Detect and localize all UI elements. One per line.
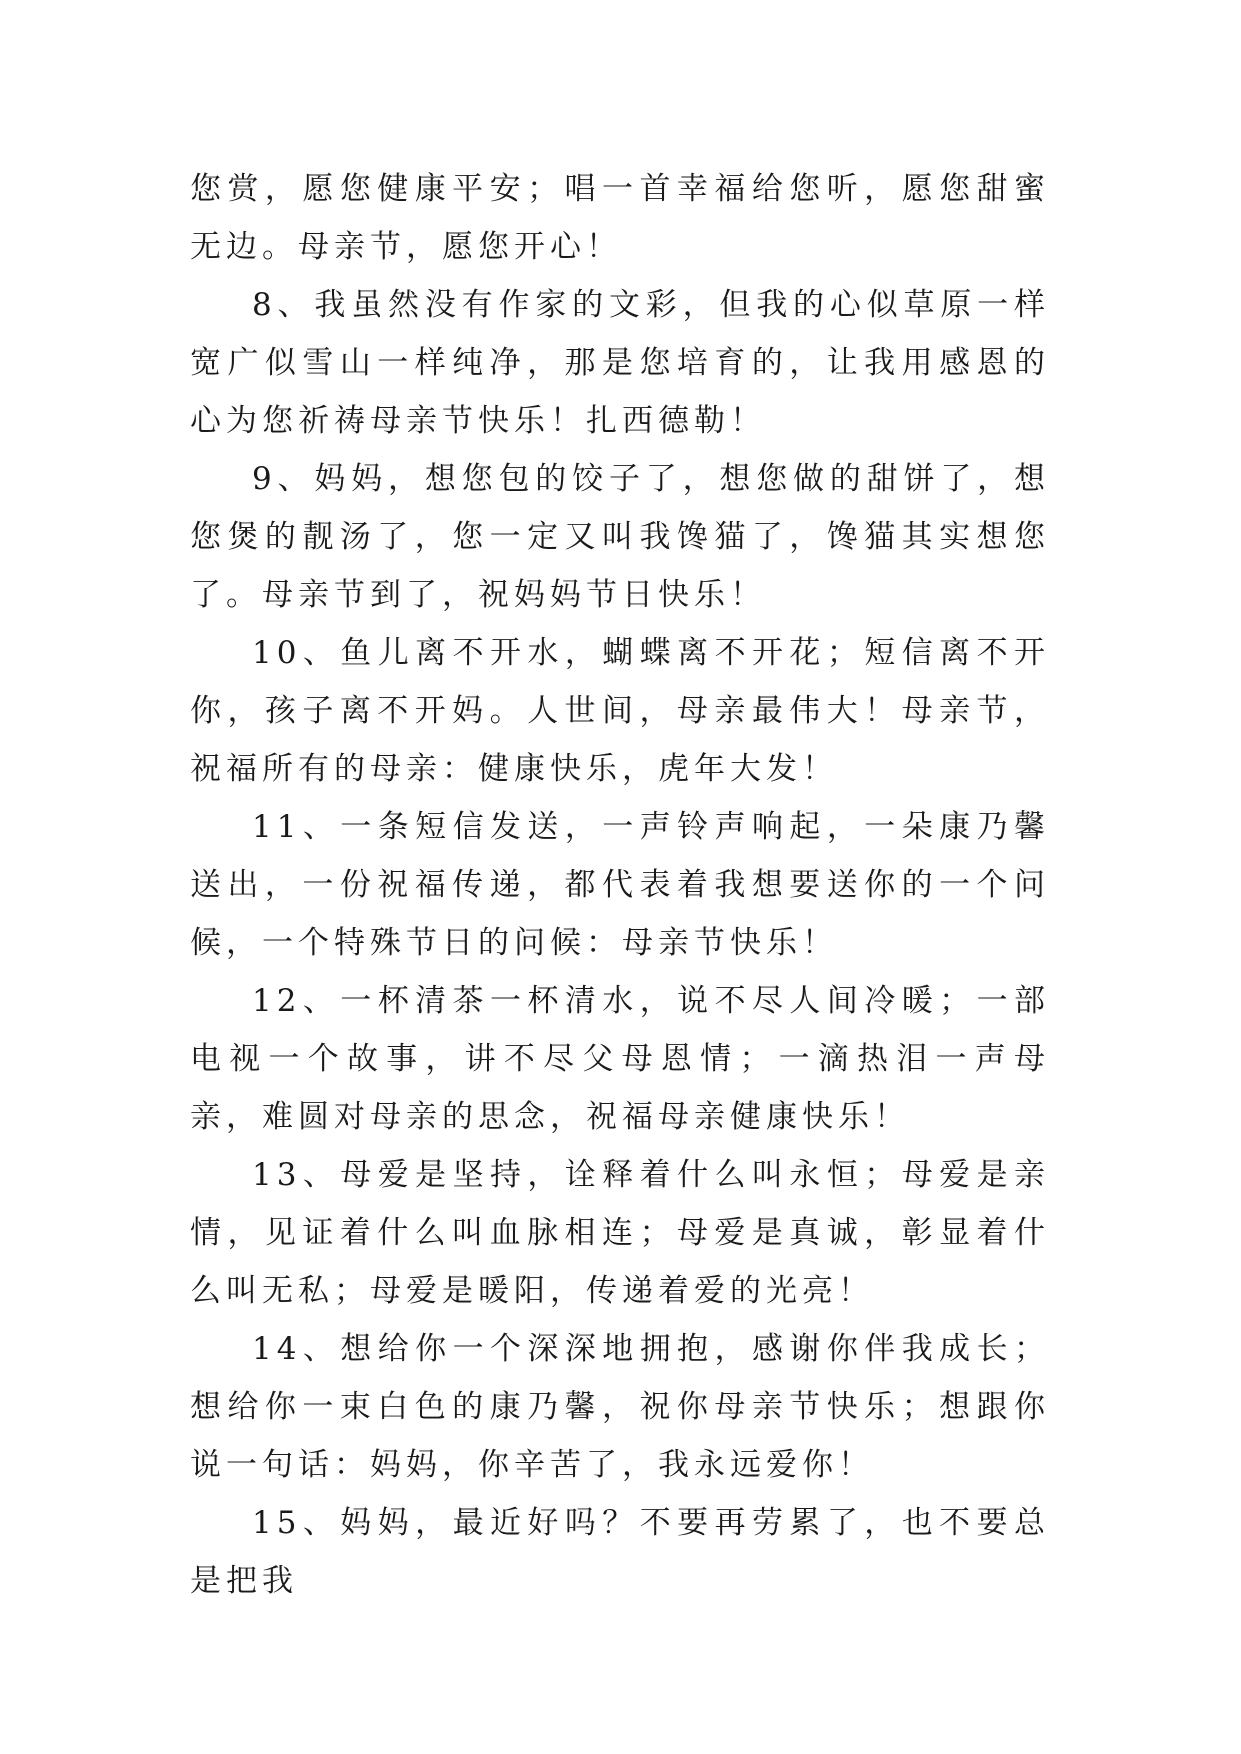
paragraph-item-13: 13、母爱是坚持，诠释着什么叫永恒；母爱是亲情，见证着什么叫血脉相连；母爱是真诚，彰显着什么叫无私；母爱是暖阳，传递着爱的光亮！ [190, 1157, 1050, 1309]
paragraph-item-11: 11、一条短信发送，一声铃声响起，一朵康乃馨送出，一份祝福传递，都代表着我想要送你的一个问候，一个特殊节日的问候：母亲节快乐！ [190, 809, 1050, 961]
paragraph-item-9: 9、妈妈，想您包的饺子了，想您做的甜饼了，想您煲的靓汤了，您一定又叫我馋猫了，馋猫其实想您了。母亲节到了，祝妈妈节日快乐！ [190, 461, 1050, 613]
paragraph-item-10: 10、鱼儿离不开水，蝴蝶离不开花；短信离不开你，孩子离不开妈。人世间，母亲最伟大！母亲节，祝福所有的母亲：健康快乐，虎年大发！ [190, 635, 1050, 787]
paragraph-item-8: 8、我虽然没有作家的文彩，但我的心似草原一样宽广似雪山一样纯净，那是您培育的，让我用感恩的心为您祈祷母亲节快乐！扎西德勒！ [190, 287, 1050, 439]
paragraph-item-12: 12、一杯清茶一杯清水，说不尽人间冷暖；一部电视一个故事，讲不尽父母恩情；一滴热泪一声母亲，难圆对母亲的思念，祝福母亲健康快乐！ [190, 983, 1050, 1135]
paragraph-item-14: 14、想给你一个深深地拥抱，感谢你伴我成长；想给你一束白色的康乃馨，祝你母亲节快乐；想跟你说一句话：妈妈，你辛苦了，我永远爱你！ [190, 1331, 1050, 1483]
document-body [190, 160, 1050, 1610]
paragraph-continuation: 您赏，愿您健康平安；唱一首幸福给您听，愿您甜蜜无边。母亲节，愿您开心！ [190, 171, 1050, 265]
paragraph-item-15: 15、妈妈，最近好吗？不要再劳累了，也不要总是把我 [190, 1505, 1050, 1599]
